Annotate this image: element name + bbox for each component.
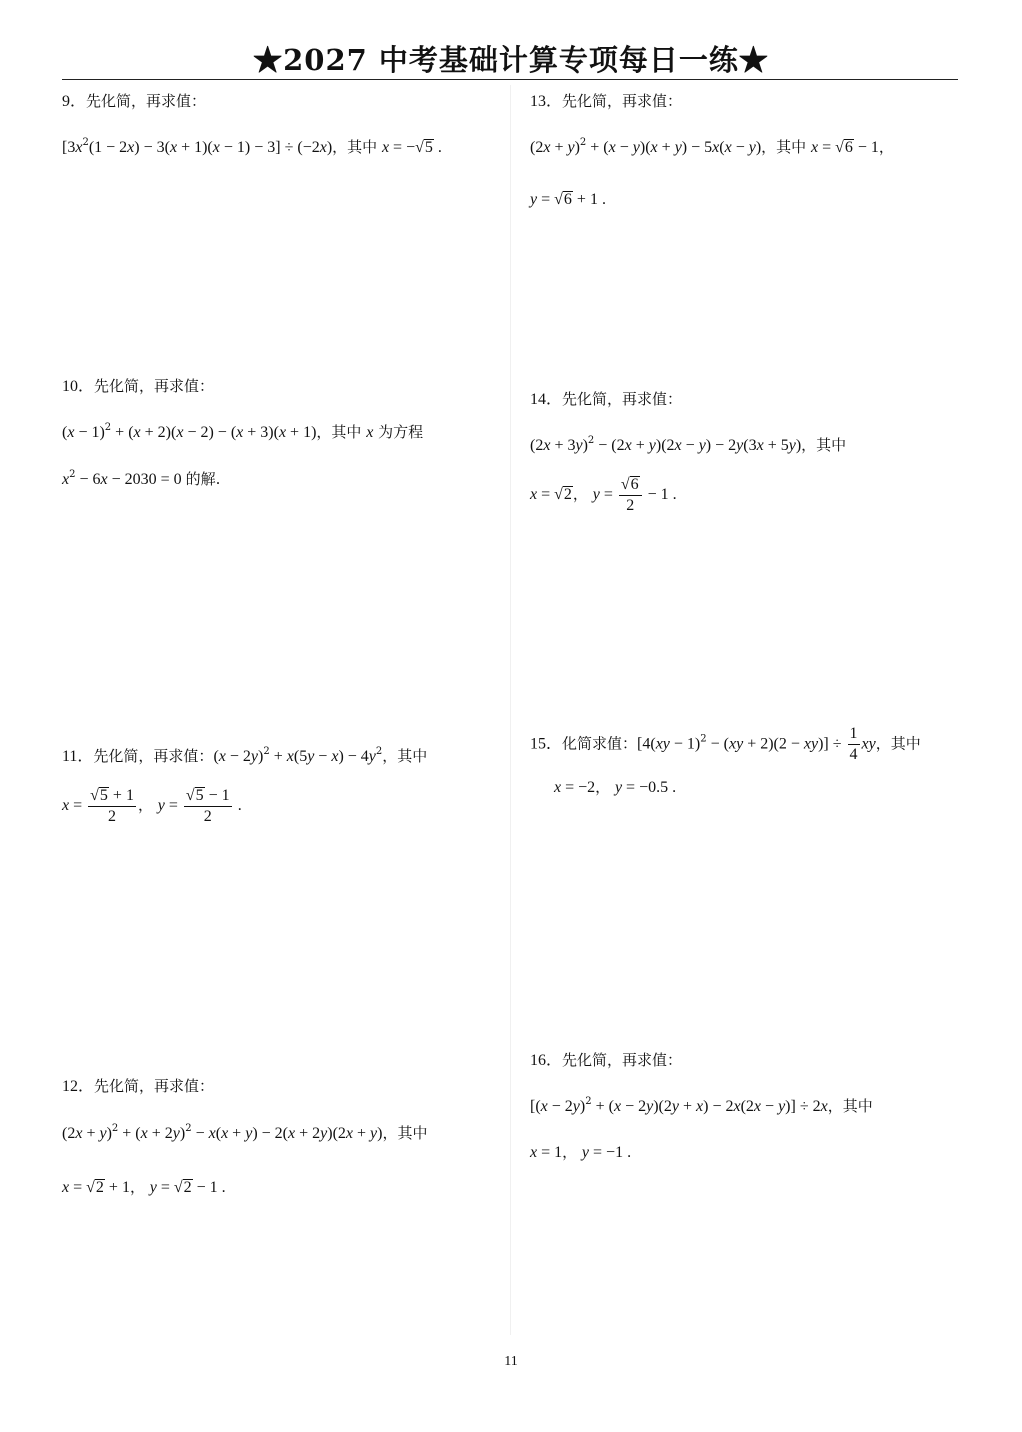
problem-intro: 先化简，再求值： — [562, 390, 683, 408]
problem-equation: $x^2 - 6x - 2030 = 0$ 的解. — [62, 469, 221, 488]
problem-expression: $(x - 1)^2 + (x + 2)(x - 2) - (x + 3)(x + 1)$，其中 x 为方程 — [62, 422, 424, 441]
problem-number: 13． — [530, 93, 563, 110]
problem-expression: $[(x - 2y)^2 + (x - 2y)(2y + x) - 2x(2x - y)] \div 2x$，其中 — [530, 1096, 873, 1115]
problem-heading — [530, 392, 682, 408]
problem-expression: $(2x + y)^2 + (x - y)(x + y) - 5x(x - y)$，其中 x = √6 − 1， — [530, 137, 894, 156]
problem-intro: 化简求值： — [562, 734, 638, 753]
problem-intro: 先化简，再求值： — [94, 377, 215, 395]
page-number: 11 — [504, 1354, 518, 1369]
problem-intro: 先化简，再求值： — [562, 92, 683, 110]
problem-condition: x = $\frac{√5 + 1}{2}$ ， y = $\frac{√5 - 1}{2}$ . — [62, 787, 242, 825]
problem-condition: y = √6 + 1 . — [530, 191, 606, 208]
problem-heading — [62, 1079, 214, 1095]
page-title: ★2027 中考基础计算专项每日一练★ — [253, 43, 769, 77]
problem-expression: $(2x + 3y)^2 - (2x + y)(2x - y) - 2y(3x + 5y)$，其中 — [530, 435, 847, 454]
problem-expression: $[3x^2(1 - 2x) - 3(x + 1)(x - 1) - 3] \div (-2x)$，其中 x = −√5 . — [62, 137, 442, 156]
problem-condition: x = −2， y = −0.5 . — [554, 778, 677, 796]
problem-condition: x = √2 + 1， y = √2 − 1 . — [62, 1178, 226, 1196]
problem-number: 16． — [530, 1052, 563, 1069]
title-rule — [62, 79, 958, 80]
problem-number: 15． — [530, 735, 563, 753]
column-divider — [510, 85, 511, 1335]
problem-heading — [530, 1053, 682, 1069]
problem-number: 11． — [62, 748, 94, 765]
problem-expression: $(2x + y)^2 + (x + 2y)^2 - x(x + y) - 2(x + 2y)(2x + y)$，其中 — [62, 1123, 428, 1142]
problem-condition: x = √2， y = $\frac{√6}{2}$ − 1 . — [530, 476, 677, 514]
problem-intro: 先化简，再求值： — [562, 1051, 683, 1069]
problem-heading: 11．先化简，再求值：$(x - 2y)^2 + x(5y - x) - 4y^2$，其中 — [62, 746, 428, 765]
problem-intro: 先化简，再求值： — [93, 747, 214, 765]
problem-number: 12． — [62, 1078, 95, 1095]
problem-heading — [62, 379, 214, 395]
problem-intro: 先化简，再求值： — [94, 1077, 215, 1095]
problem-condition: x = 1， y = −1 . — [530, 1143, 632, 1161]
problem-heading — [530, 94, 682, 110]
problem-intro: 先化简，再求值： — [86, 92, 207, 110]
problem-heading: 15．化简求值：[4(xy − 1)$^2$ − (xy + 2)(2 − xy)] ÷ $\frac{1}{4}$ xy，其中 — [530, 725, 921, 763]
problem-number: 14． — [530, 391, 563, 408]
problem-number: 9． — [62, 93, 87, 110]
problem-number: 10． — [62, 378, 95, 395]
problem-heading — [62, 94, 206, 110]
